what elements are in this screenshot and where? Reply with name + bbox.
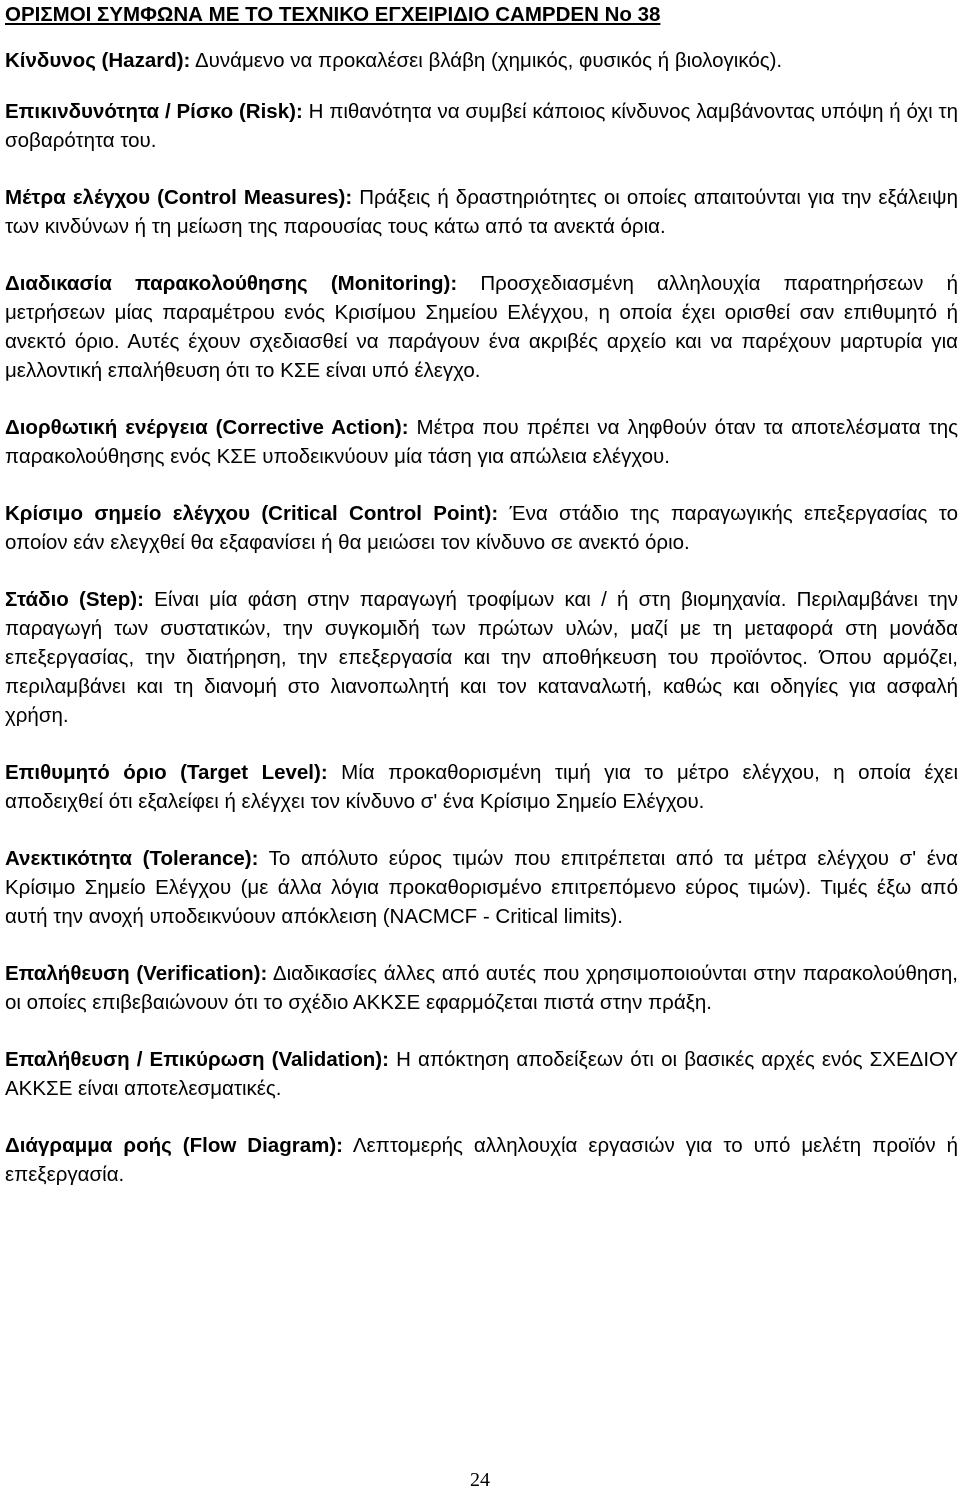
definition-term: Διάγραμμα ροής (Flow Diagram): (5, 1134, 343, 1157)
definition-validation (5, 1045, 958, 1103)
document-page (5, 0, 958, 1189)
definition-critical-control-point (5, 499, 958, 557)
definition-term: Επαλήθευση / Επικύρωση (Validation): (5, 1048, 389, 1071)
definition-text: Η απόκτηση αποδείξεων ότι οι βασικές αρχές ενός ΣΧΕΔΙΟΥ ΑΚΚΣΕ είναι αποτελεσματικές. (5, 1048, 958, 1100)
definition-verification (5, 959, 958, 1017)
definition-text: Η πιθανότητα να συμβεί κάποιος κίνδυνος λαμβάνοντας υπόψη ή όχι τη σοβαρότητα του. (5, 100, 958, 152)
definition-step (5, 585, 958, 730)
definition-text: Δυνάμενο να προκαλέσει βλάβη (χημικός, φυσικός ή βιολογικός). (190, 49, 783, 72)
page-number: 24 (470, 1469, 490, 1491)
definition-text: Μία προκαθορισμένη τιμή για το μέτρο ελέγχου, η οποία έχει αποδειχθεί ότι εξαλείφει ή ελέγχει τον κίνδυνο σ' ένα Κρίσιμο Σημείο Ελέγχου. (5, 761, 958, 813)
definition-term: Επαλήθευση (Verification): (5, 962, 268, 985)
definition-control-measures (5, 183, 958, 241)
document-title: ΟΡΙΣΜΟΙ ΣΥΜΦΩΝΑ ΜΕ ΤΟ ΤΕΧΝΙΚΟ ΕΓΧΕΙΡΙΔΙΟ CAMPDEN No 38 (5, 3, 661, 26)
definition-text: Είναι μία φάση στην παραγωγή τροφίμων και / ή στη βιομηχανία. Περιλαμβάνει την παραγωγή των συστατικών, την συγκομιδή των πρώτων υλών, μαζί με τη μεταφορά στη μονάδα επεξεργασίας, την διατήρηση, την επεξεργασία και την αποθήκευση του προϊόντος. Όπου αρμόζει, περιλαμβάνει και τη διανομή στο λιανοπωλητή και τον καταναλωτή, καθώς και οδηγίες για ασφαλή χρήση. (5, 588, 958, 727)
definition-term: Στάδιο (Step): (5, 588, 144, 611)
definition-term: Ανεκτικότητα (Tolerance): (5, 847, 259, 870)
definition-hazard (5, 46, 958, 75)
definition-term: Διαδικασία παρακολούθησης (Monitoring): (5, 272, 458, 295)
definition-monitoring (5, 269, 958, 385)
definition-text: Πράξεις ή δραστηριότητες οι οποίες απαιτούνται για την εξάλειψη των κινδύνων ή τη μείωση της παρουσίας τους κάτω από τα ανεκτά όρια. (5, 186, 958, 238)
definition-target-level (5, 758, 958, 816)
definition-text: Το απόλυτο εύρος τιμών που επιτρέπεται από τα μέτρα ελέγχου σ' ένα Κρίσιμο Σημείο Ελέγχου (με άλλα λόγια προκαθορισμένο επιτρεπόμενο εύρος τιμών). Τιμές έξω από αυτή την ανοχή υποδεικνύουν απόκλειση (NACMCF - Critical limits). (5, 847, 958, 928)
definition-risk (5, 97, 958, 155)
definition-flow-diagram (5, 1131, 958, 1189)
definition-term: Διορθωτική ενέργεια (Corrective Action): (5, 416, 409, 439)
definition-text: Ένα στάδιο της παραγωγικής επεξεργασίας το οποίον εάν ελεγχθεί θα εξαφανίσει ή θα μειώσει τον κίνδυνο σε ανεκτό όριο. (5, 502, 958, 554)
definition-term: Κίνδυνος (Hazard): (5, 49, 191, 72)
definition-text: Μέτρα που πρέπει να ληφθούν όταν τα αποτελέσματα της παρακολούθησης ενός ΚΣΕ υποδεικνύουν μία τάση για απώλεια ελέγχου. (5, 416, 958, 468)
definition-text: Διαδικασίες άλλες από αυτές που χρησιμοποιούνται στην παρακολούθηση, οι οποίες επιβεβαιώνουν ότι το σχέδιο ΑΚΚΣΕ εφαρμόζεται πιστά στην πράξη. (5, 962, 958, 1014)
definition-term: Μέτρα ελέγχου (Control Measures): (5, 186, 353, 209)
definition-term: Επικινδυνότητα / Ρίσκο (Risk): (5, 100, 303, 123)
definition-corrective-action (5, 413, 958, 471)
definition-term: Κρίσιμο σημείο ελέγχου (Critical Control Point): (5, 502, 499, 525)
definition-text: Προσχεδιασμένη αλληλουχία παρατηρήσεων ή μετρήσεων μίας παραμέτρου ενός Κρισίμου Σημείου Ελέγχου, η οποία έχει ορισθεί σαν επιθυμητό ή ανεκτό όριο. Αυτές έχουν σχεδιασθεί να παράγουν ένα ακριβές αρχείο και να παρέχουν μαρτυρία για μελλοντική επαλήθευση ότι το ΚΣΕ είναι υπό έλεγχο. (5, 272, 958, 382)
definition-term: Επιθυμητό όριο (Target Level): (5, 761, 328, 784)
definition-tolerance (5, 844, 958, 931)
definition-text: Λεπτομερής αλληλουχία εργασιών για το υπό μελέτη προϊόν ή επεξεργασία. (5, 1134, 958, 1186)
